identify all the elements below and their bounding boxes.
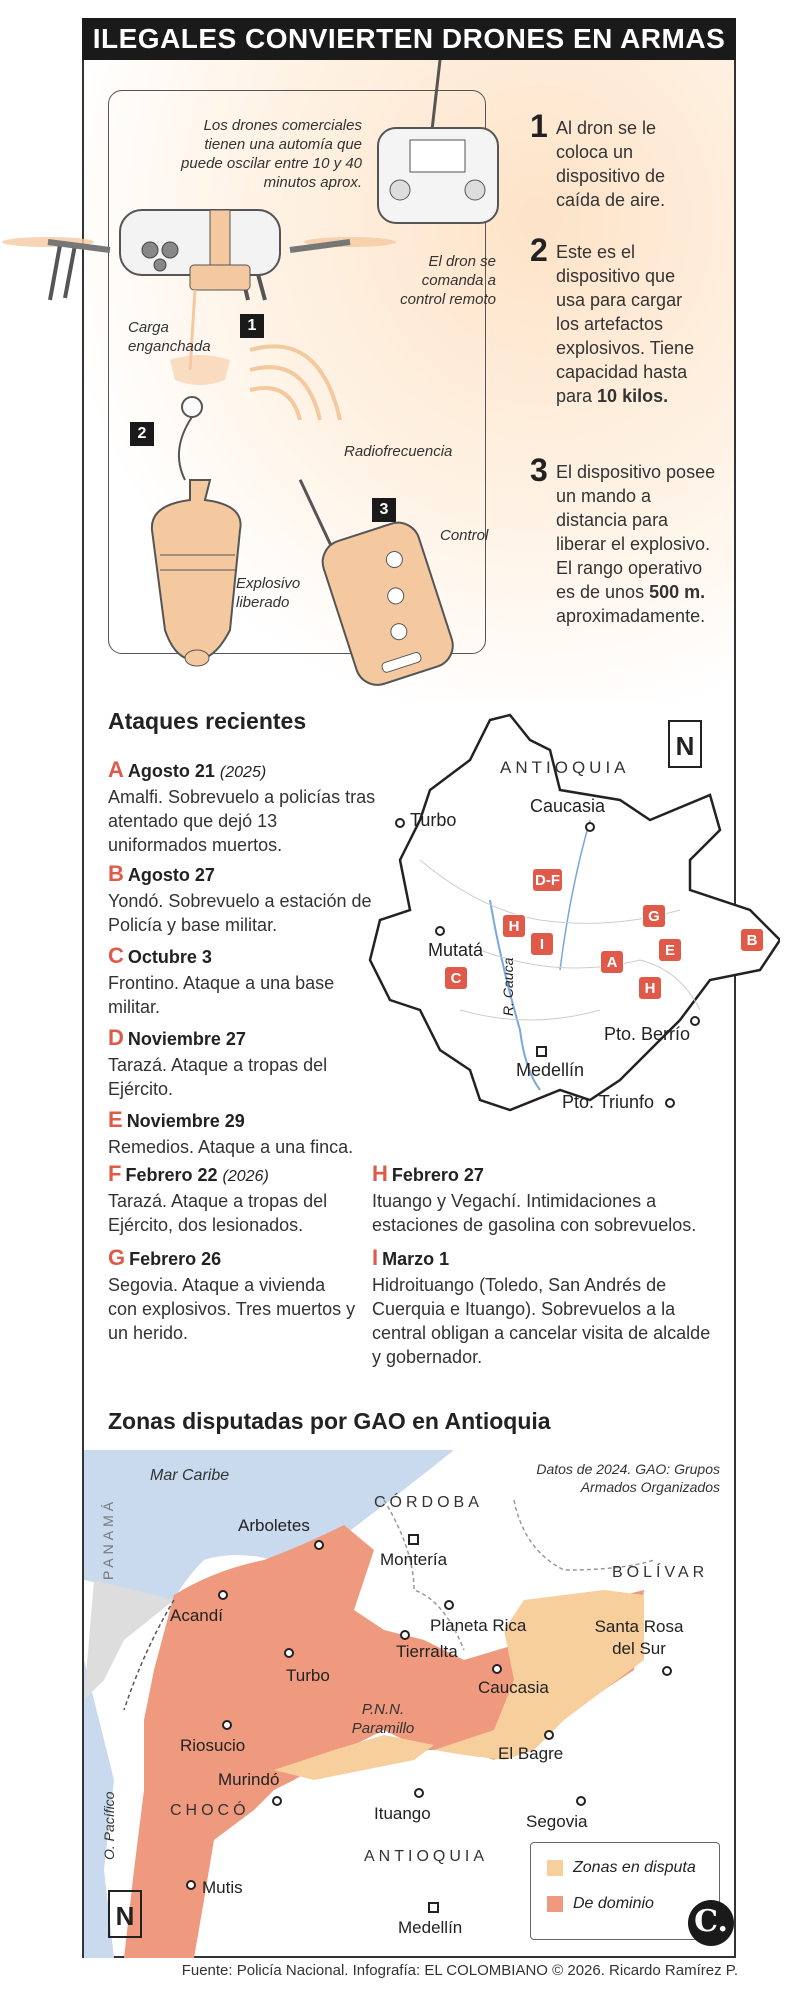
attack-date: Febrero 22 <box>125 1165 218 1185</box>
city-turbo: Turbo <box>410 810 457 830</box>
marker-h-1[interactable]: H <box>502 914 526 938</box>
city-dot-turbo <box>395 818 405 828</box>
place-santa-rosa: Santa Rosa del Sur <box>594 1617 684 1658</box>
attack-text: Remedios. Ataque a una finca. <box>108 1137 354 1157</box>
attack-text: Ituango y Vegachí. Intimidaciones a estaciones de gasolina con sobrevuelos. <box>372 1191 697 1235</box>
city-dot-berrio <box>690 1016 700 1026</box>
attack-year: (2026) <box>222 1168 269 1185</box>
attack-letter: A <box>108 757 124 782</box>
attack-letter: C <box>108 943 124 968</box>
city-dot-mutata <box>435 926 445 936</box>
marker-d-f[interactable]: D-F <box>532 868 563 892</box>
dot-ituango <box>414 1788 424 1798</box>
place-murindo: Murindó <box>218 1770 280 1789</box>
city-dot-triunfo <box>665 1098 675 1108</box>
dot-planeta-rica <box>444 1600 454 1610</box>
dot-murindo <box>272 1796 282 1806</box>
dot-caucasia <box>492 1664 502 1674</box>
attack-head <box>108 758 378 785</box>
page-title: ILEGALES CONVIERTEN DRONES EN ARMAS <box>82 18 736 60</box>
bomb-icon <box>152 397 241 666</box>
map-region-label: ANTIOQUIA <box>500 758 630 777</box>
marker-i[interactable]: I <box>530 932 554 956</box>
step-2-text: Este es el dispositivo que usa para cargar los artefactos explosivos. Tiene capacidad hasta para 10 kilos. <box>556 242 695 406</box>
attack-letter: B <box>108 861 124 886</box>
pacific-label: O. Pacífico <box>101 1791 117 1860</box>
place-arboletes: Arboletes <box>238 1516 310 1535</box>
step-1-number: 1 <box>530 108 548 144</box>
drone-controller-icon <box>378 60 498 223</box>
attack-year: (2025) <box>219 764 267 781</box>
badge-2: 2 <box>130 422 154 446</box>
place-medellin: Medellín <box>398 1918 463 1937</box>
marker-a[interactable]: A <box>600 950 624 974</box>
legend-disputa: Zonas en disputa <box>547 1859 696 1877</box>
radio-label: Radiofrecuencia <box>344 443 453 460</box>
dot-riosucio <box>222 1720 232 1730</box>
attack-head <box>108 944 378 971</box>
attack-head <box>108 862 378 889</box>
attacks-heading: Ataques recientes <box>108 708 307 734</box>
el-colombiano-logo: C. <box>688 1900 734 1946</box>
marker-h-2[interactable]: H <box>638 976 662 1000</box>
attack-date: Octubre 3 <box>127 947 212 967</box>
place-mutis: Mutis <box>202 1878 243 1897</box>
step-3-text: El dispositivo posee un mando a distancia para liberar el explosivo. El rango operativo es de unos 500 m. aproximadamente. <box>556 462 716 626</box>
drone-icon <box>48 210 350 300</box>
footer-credit: Fuente: Policía Nacional. Infografía: EL COLOMBIANO © 2026. Ricardo Ramírez P. <box>181 1962 738 1979</box>
attack-text: Hidroituango (Toledo, San Andrés de Cuerquia e Ituango). Sobrevuelos a la central obligan a cancelar visita de alcalde y gobernador. <box>372 1275 711 1367</box>
attack-head <box>372 1162 712 1189</box>
place-ituango: Ituango <box>374 1804 431 1823</box>
country-panama: PANAMÁ <box>100 1497 116 1580</box>
city-medellin: Medellín <box>516 1060 585 1080</box>
region-bolivar: BOLÍVAR <box>612 1564 709 1581</box>
legend-dominio: De dominio <box>547 1895 654 1913</box>
dot-mutis <box>186 1880 196 1890</box>
dot-arboletes <box>314 1540 324 1550</box>
zones-heading: Zonas disputadas por GAO en Antioquia <box>108 1408 551 1434</box>
city-marker-medellin <box>536 1046 547 1057</box>
attack-text: Amalfi. Sobrevuelo a policías tras atentado que dejó 13 uniformados muertos. <box>108 787 376 855</box>
data-note: Datos de 2024. GAO: Grupos Armados Organizados <box>536 1461 720 1495</box>
attack-head <box>372 1246 712 1273</box>
attack-event-h <box>372 1162 712 1237</box>
attack-letter: F <box>108 1161 122 1186</box>
region-antioquia: ANTIOQUIA <box>364 1848 489 1865</box>
city-triunfo: Pto. Triunfo <box>562 1092 655 1112</box>
badge-1: 1 <box>240 314 264 338</box>
city-berrio: Pto. Berrío <box>604 1024 691 1044</box>
attack-event-a <box>108 758 378 857</box>
marker-medellin <box>428 1902 439 1913</box>
place-acandi: Acandí <box>170 1606 223 1625</box>
dot-santa-rosa <box>662 1666 672 1676</box>
step-3-number: 3 <box>530 452 548 488</box>
sea-label: Mar Caribe <box>150 1467 230 1484</box>
step-2-number: 2 <box>530 232 548 268</box>
legend-swatch-dominio <box>547 1896 563 1912</box>
place-monteria: Montería <box>380 1550 448 1569</box>
attack-date: Marzo 1 <box>382 1249 450 1269</box>
attack-date: Noviembre 27 <box>127 1029 246 1049</box>
marker-g[interactable]: G <box>642 904 666 928</box>
explosivo-label: Explosivo liberado <box>236 575 301 611</box>
attack-date: Febrero 27 <box>391 1165 484 1185</box>
marker-c[interactable]: C <box>444 966 468 990</box>
trigger-remote-icon <box>295 450 458 690</box>
attack-event-b <box>108 862 378 937</box>
attack-letter: H <box>372 1161 388 1186</box>
attack-event-e <box>108 1108 378 1159</box>
attack-event-i <box>372 1246 712 1369</box>
place-el-bagre: El Bagre <box>498 1744 564 1763</box>
dot-el-bagre <box>544 1730 554 1740</box>
attack-event-g <box>108 1246 358 1345</box>
carga-label: Carga enganchada <box>128 319 211 355</box>
river-label: R. Cauca <box>500 957 516 1016</box>
dot-tierralta <box>400 1630 410 1640</box>
marker-e[interactable]: E <box>658 938 682 962</box>
attack-text: Tarazá. Ataque a tropas del Ejército. <box>108 1055 328 1099</box>
dot-acandi <box>218 1590 228 1600</box>
attack-text: Frontino. Ataque a una base militar. <box>108 973 335 1017</box>
attack-head <box>108 1108 378 1135</box>
attack-event-d <box>108 1026 378 1101</box>
dot-segovia <box>576 1796 586 1806</box>
north-arrow-icon-2: N <box>108 1890 142 1938</box>
place-planeta-rica: Planeta Rica <box>430 1616 527 1635</box>
attack-text: Tarazá. Ataque a tropas del Ejército, dos lesionados. <box>108 1191 328 1235</box>
attack-head <box>108 1246 358 1273</box>
control-label: Control <box>440 527 489 544</box>
attack-letter: I <box>372 1245 379 1270</box>
attack-letter: D <box>108 1025 124 1050</box>
attack-head <box>108 1026 378 1053</box>
attack-event-f <box>108 1162 358 1237</box>
place-caucasia: Caucasia <box>478 1678 549 1697</box>
city-caucasia: Caucasia <box>530 796 606 816</box>
place-segovia: Segovia <box>526 1812 588 1831</box>
region-choco: CHOCÓ <box>170 1802 250 1819</box>
attack-date: Agosto 27 <box>127 865 215 885</box>
place-riosucio: Riosucio <box>180 1736 246 1755</box>
city-mutata: Mutatá <box>428 940 484 960</box>
attack-date: Noviembre 29 <box>126 1111 245 1131</box>
north-arrow-icon: N <box>668 720 702 768</box>
attack-date: Agosto 21 <box>127 761 215 781</box>
region-cordoba: CÓRDOBA <box>374 1494 483 1511</box>
attack-text: Yondó. Sobrevuelo a estación de Policía y base militar. <box>108 891 372 935</box>
autonomy-note: Los drones comerciales tienen una automía que puede oscilar entre 10 y 40 minutos aprox. <box>181 117 362 191</box>
attack-date: Febrero 26 <box>129 1249 222 1269</box>
place-turbo: Turbo <box>286 1666 330 1685</box>
attack-event-c <box>108 944 378 1019</box>
step-1-text: Al dron se le coloca un dispositivo de caída de aire. <box>556 118 666 210</box>
city-dot-caucasia <box>585 822 595 832</box>
attack-text: Segovia. Ataque a vivienda con explosivos. Tres muertos y un herido. <box>108 1275 356 1343</box>
remote-note: El dron se comanda a control remoto <box>400 253 496 308</box>
marker-monteria <box>408 1534 419 1545</box>
badge-3: 3 <box>372 498 396 522</box>
place-paramillo: P.N.N. Paramillo <box>351 1701 415 1737</box>
hook-device-icon <box>170 355 230 385</box>
attack-head <box>108 1162 358 1189</box>
radio-wave-icon <box>250 388 300 420</box>
attack-letter: G <box>108 1245 126 1270</box>
legend-swatch-disputa <box>547 1860 563 1876</box>
dot-turbo <box>284 1648 294 1658</box>
attack-letter: E <box>108 1107 123 1132</box>
place-tierralta: Tierralta <box>396 1642 458 1661</box>
marker-b[interactable]: B <box>740 928 764 952</box>
